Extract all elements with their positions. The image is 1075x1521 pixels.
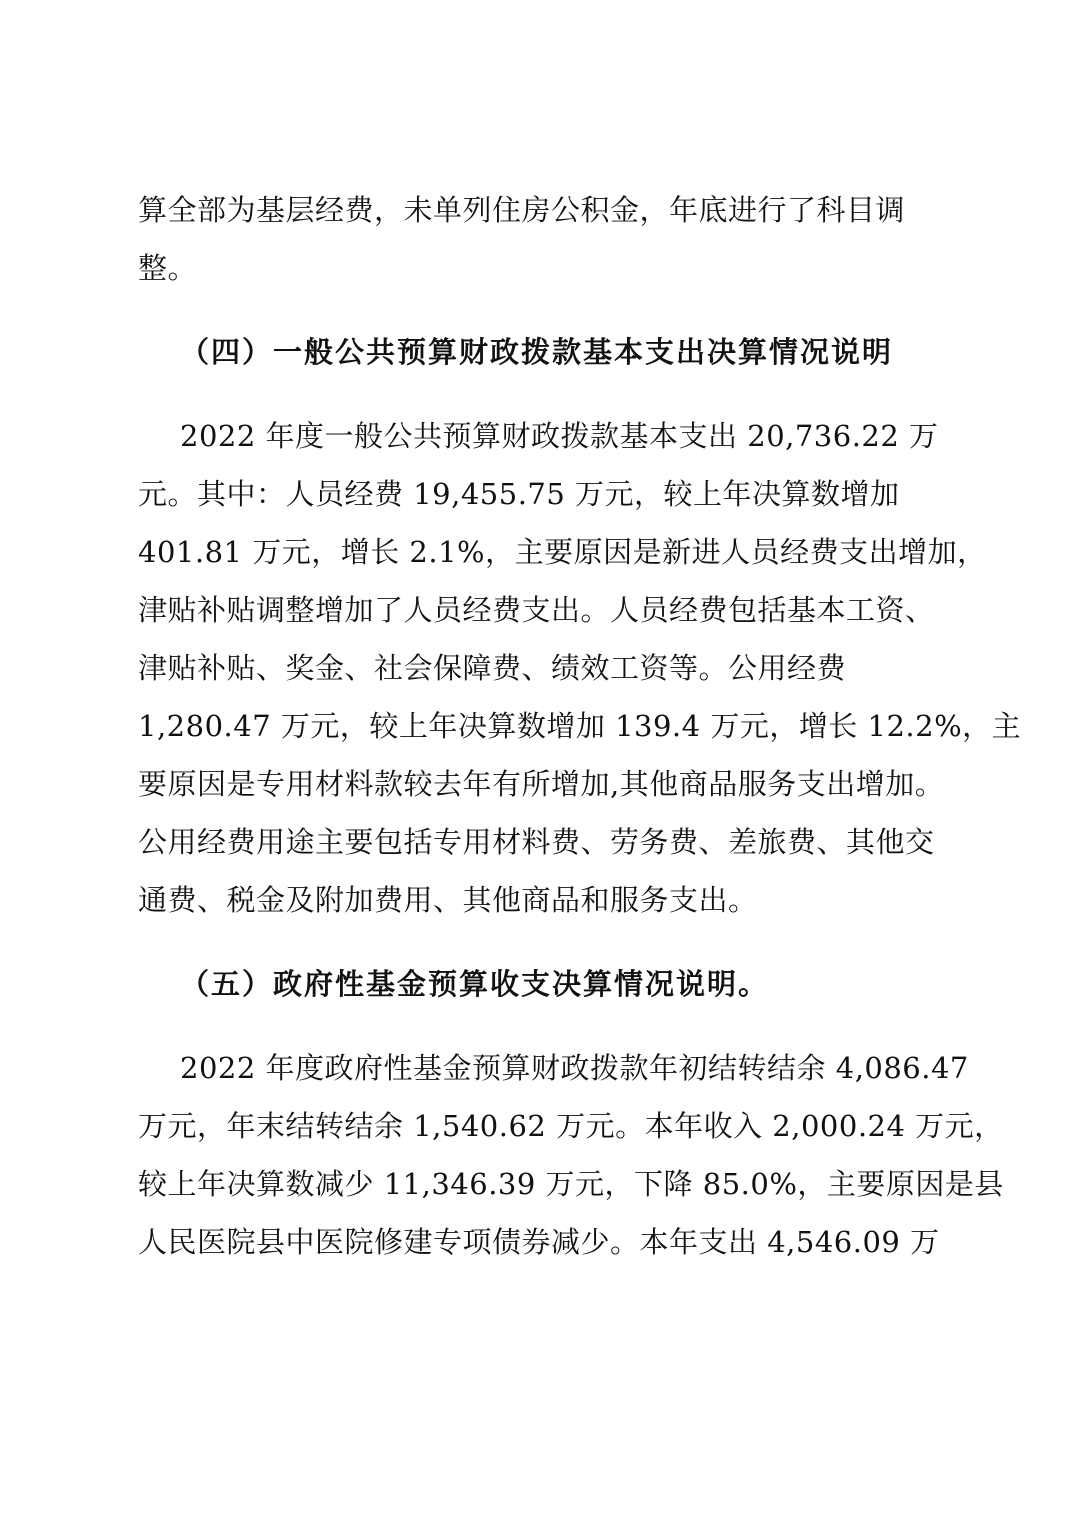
paragraph-line: 公用经费用途主要包括专用材料费、劳务费、差旅费、其他交 (138, 825, 935, 859)
paragraph-line: 元。其中：人员经费 19,455.75 万元，较上年决算数增加 (138, 477, 900, 511)
paragraph-line: 算全部为基层经费，未单列住房公积金，年底进行了科目调 (138, 193, 906, 227)
paragraph-line: 津贴补贴、奖金、社会保障费、绩效工资等。公用经费 (138, 651, 847, 685)
paragraph-line: 津贴补贴调整增加了人员经费支出。人员经费包括基本工资、 (138, 593, 935, 627)
paragraph-line: 人民医院县中医院修建专项债券减少。本年支出 4,546.09 万 (138, 1225, 940, 1259)
section-heading-5: （五）政府性基金预算收支决算情况说明。 (180, 967, 770, 1001)
section-heading-4: （四）一般公共预算财政拨款基本支出决算情况说明 (180, 335, 894, 369)
paragraph-line: 401.81 万元，增长 2.1%，主要原因是新进人员经费支出增加， (138, 535, 987, 569)
paragraph-line: 2022 年度一般公共预算财政拨款基本支出 20,736.22 万 (180, 419, 939, 453)
paragraph-line: 1,280.47 万元，较上年决算数增加 139.4 万元，增长 12.2%，主 (138, 709, 1022, 743)
paragraph-line: 通费、税金及附加费用、其他商品和服务支出。 (138, 883, 758, 917)
paragraph-line: 万元，年末结转结余 1,540.62 万元。本年收入 2,000.24 万元， (138, 1109, 1004, 1143)
paragraph-line: 2022 年度政府性基金预算财政拨款年初结转结余 4,086.47 (180, 1051, 969, 1085)
paragraph-line: 要原因是专用材料款较去年有所增加,其他商品服务支出增加。 (138, 767, 945, 801)
paragraph-line: 较上年决算数减少 11,346.39 万元，下降 85.0%，主要原因是县 (138, 1167, 1004, 1201)
paragraph-line: 整。 (138, 251, 198, 285)
